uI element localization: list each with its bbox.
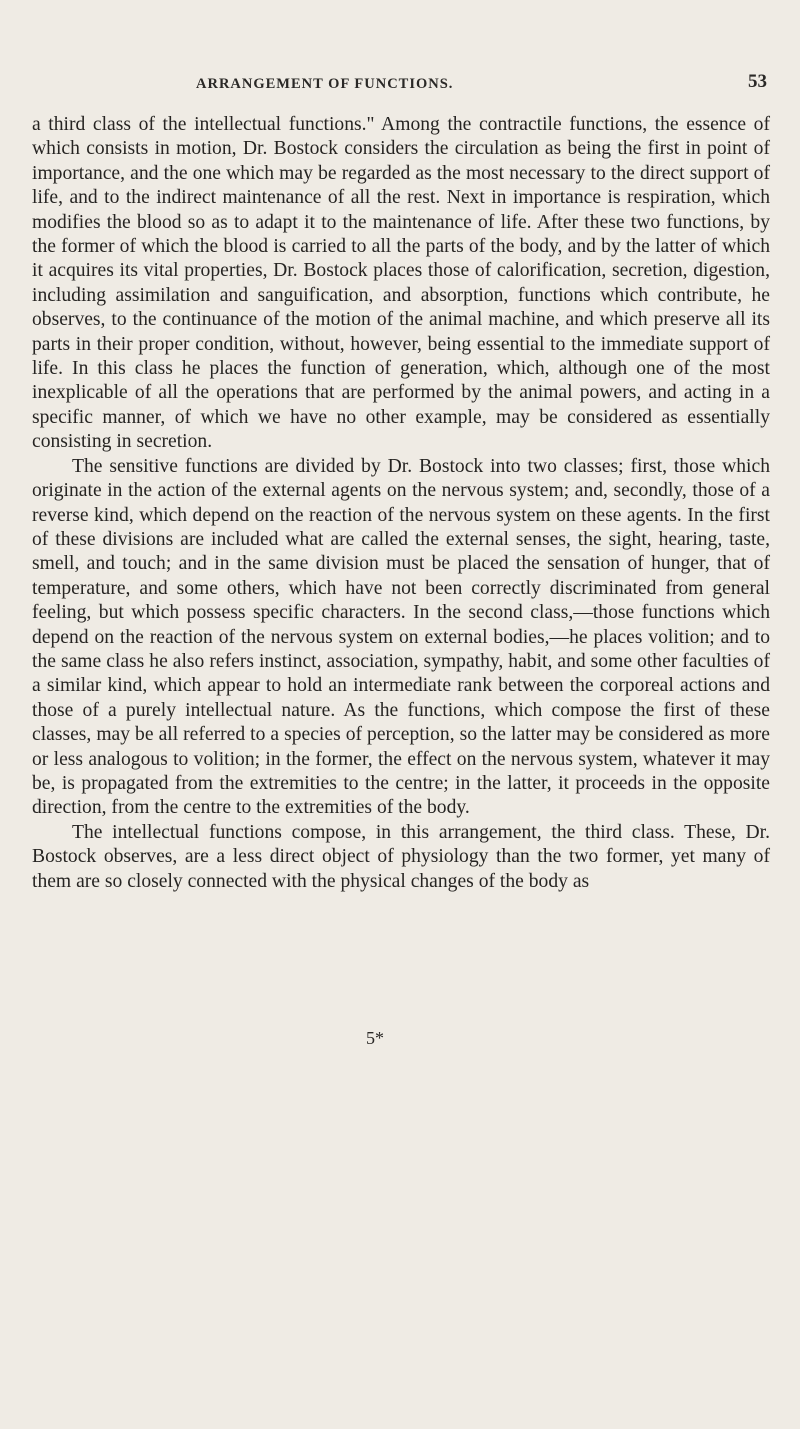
paragraph-continued: a third class of the intellectual functions." Among the contractile functions, the essence of which consists in motion, Dr. Bostock considers the circulation as being the first in point of importance, and the one which may be regarded as the most necessary to the direct support of life, and to the indirect maintenance of all the rest. Next in importance is respiration, which modifies the blood so as to adapt it to the maintenance of life. After these two functions, by the former of which the blood is carried to all the parts of the body, and by the latter of which it acquires its vital properties, Dr. Bostock places those of calorification, secretion, digestion, including assimilation and sanguification, and absorption, functions which contribute, he observes, to the continuance of the motion of the animal machine, and which preserve all its parts in their proper condition, without, however, being essential to the immediate support of life. In this class he places the function of generation, which, although one of the most inexplicable of all the operations that are performed by the animal powers, and acting in a specific manner, of which we have no other example, may be considered as essentially consisting in secretion.	[32, 114, 770, 453]
running-head: ARRANGEMENT OF FUNCTIONS.	[196, 76, 454, 92]
body-text	[32, 113, 770, 894]
paragraph-sensitive-functions: The sensitive functions are divided by Dr. Bostock into two classes; first, those which originate in the action of the external agents on the nervous system; and, secondly, those of a reverse kind, which depend on the reaction of the nervous system on these agents. In the first of these divisions are included what are called the external senses, the sight, hearing, taste, smell, and touch; and in the same division must be placed the sensation of hunger, that of temperature, and some others, which have not been correctly discriminated from general feeling, but which possess specific characters. In the second class,—those functions which depend on the reaction of the nervous system on external bodies,—he places volition; and to the same class he also refers instinct, association, sympathy, habit, and some other faculties of a similar kind, which appear to hold an intermediate rank between the corporeal actions and those of a purely intellectual nature. As the functions, which compose the first of these classes, may be all referred to a species of perception, so the latter may be considered as more or less analogous to volition; in the former, the effect on the nervous system, whatever it may be, is propagated from the extremities to the centre; in the latter, it proceeds in the opposite direction, from the centre to the extremities of the body.	[32, 455, 770, 819]
signature-mark: 5*	[366, 1028, 384, 1048]
page-number: 53	[748, 71, 767, 92]
paragraph-intellectual-functions: The intellectual functions compose, in this arrangement, the third class. These, Dr. Bostock observes, are a less direct object of physiology than the two former, yet many of them are so closely connected with the physical changes of the body as	[32, 821, 770, 892]
